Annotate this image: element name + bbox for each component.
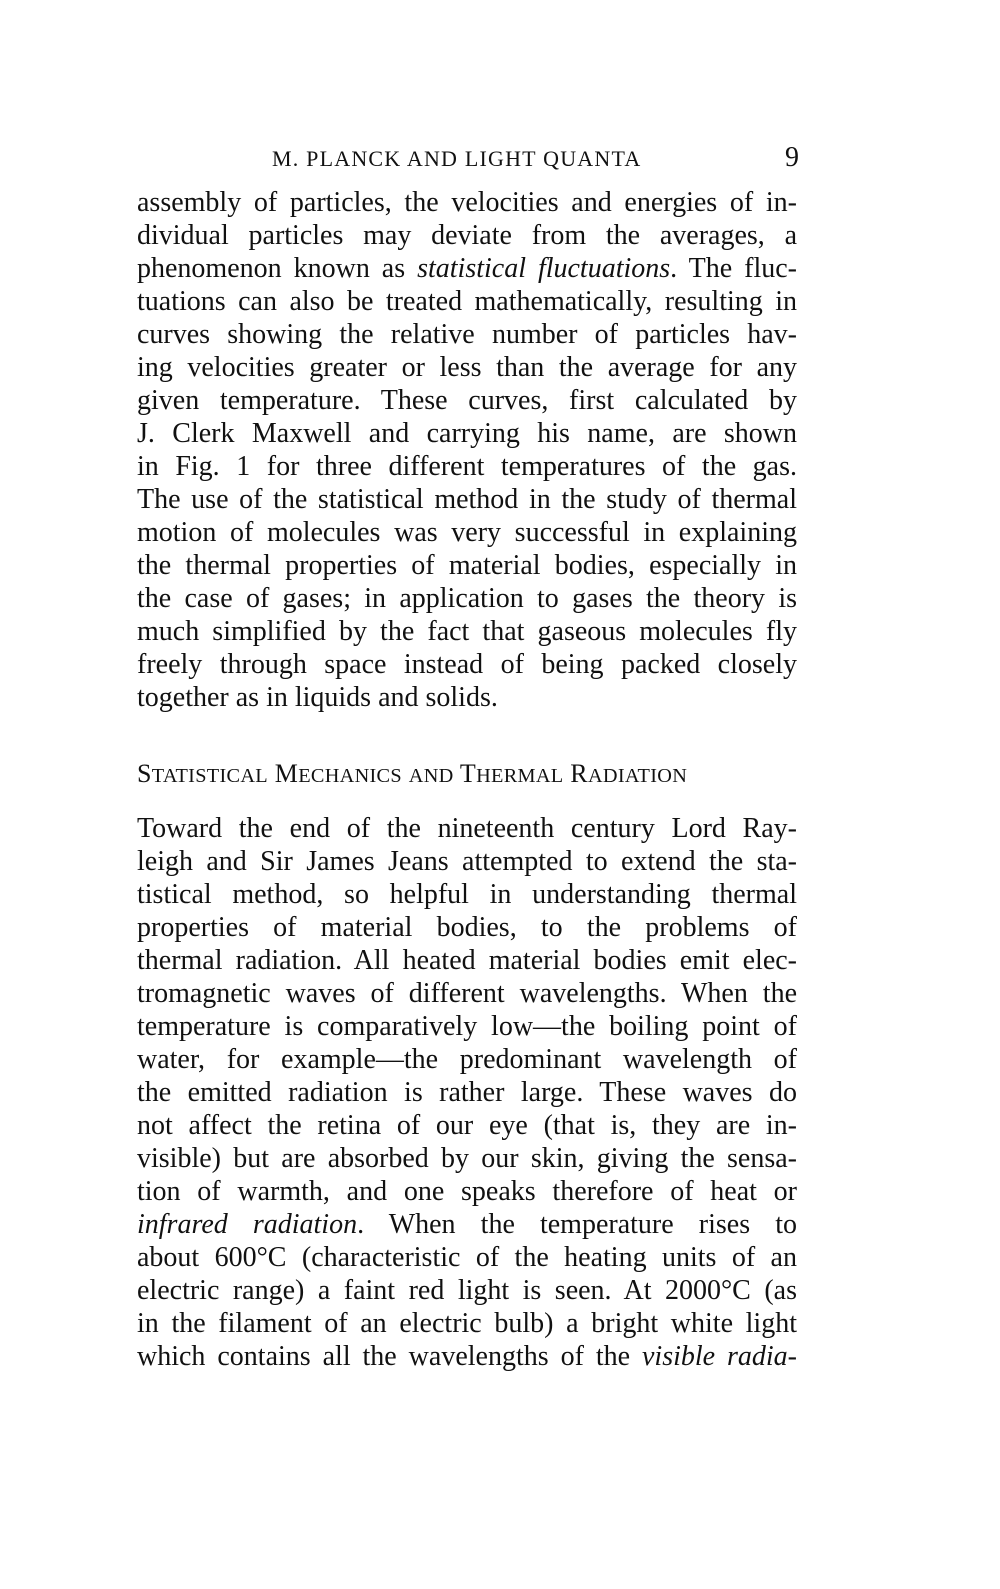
text-line: tistical method, so helpful in understanding thermal bbox=[137, 879, 797, 910]
heading-cap: S bbox=[137, 759, 152, 788]
text-line: temperature is comparatively low—the boiling point of bbox=[137, 1011, 797, 1042]
text-line: much simplified by the fact that gaseous molecules fly bbox=[137, 616, 797, 647]
text-line: about 600°C (characteristic of the heating units of an bbox=[137, 1242, 797, 1273]
text-line: tion of warmth, and one speaks therefore of heat or bbox=[137, 1176, 797, 1207]
text-line: ing velocities greater or less than the average for any bbox=[137, 352, 797, 383]
text-run: . The fluc- bbox=[670, 253, 797, 284]
heading-rest: ADIATION bbox=[587, 765, 688, 787]
text-line: in the filament of an electric bulb) a bright white light bbox=[137, 1308, 797, 1339]
text-line: tromagnetic waves of different wavelengths. When the bbox=[137, 978, 797, 1009]
text-line: the emitted radiation is rather large. These waves do bbox=[137, 1077, 797, 1108]
italic-term: visible radia- bbox=[641, 1341, 798, 1372]
text-line: J. Clerk Maxwell and carrying his name, are shown bbox=[137, 418, 797, 449]
italic-term: infrared radiation bbox=[137, 1209, 358, 1240]
text-line: not affect the retina of our eye (that is, they are in- bbox=[137, 1110, 797, 1141]
text-run: . When the temperature rises to bbox=[357, 1209, 797, 1240]
heading-rest: HERMAL bbox=[476, 765, 564, 787]
text-line: curves showing the relative number of particles hav- bbox=[137, 319, 797, 350]
text-run: which contains all the wavelengths of the bbox=[137, 1341, 642, 1372]
section-heading bbox=[137, 757, 797, 793]
text-line: water, for example—the predominant wavelength of bbox=[137, 1044, 797, 1075]
text-line: dividual particles may deviate from the averages, a bbox=[137, 220, 797, 251]
text-line: electric range) a faint red light is seen. At 2000°C (as bbox=[137, 1275, 797, 1306]
text-line: motion of molecules was very successful in explaining bbox=[137, 517, 797, 548]
italic-term: statistical fluctuations bbox=[417, 253, 671, 284]
text-line: the thermal properties of material bodies, especially in bbox=[137, 550, 797, 581]
text-line: in Fig. 1 for three different temperatures of the gas. bbox=[137, 451, 797, 482]
text-line: together as in liquids and solids. bbox=[137, 682, 498, 713]
heading-rest: AND bbox=[408, 765, 454, 787]
text-line: the case of gases; in application to gases the theory is bbox=[137, 583, 797, 614]
text-line bbox=[137, 1340, 797, 1373]
text-run: phenomenon known as bbox=[137, 253, 418, 284]
text-line: properties of material bodies, to the problems of bbox=[137, 912, 797, 943]
heading-rest: TATISTICAL bbox=[151, 765, 268, 787]
running-head bbox=[137, 142, 799, 176]
page-number: 9 bbox=[785, 142, 799, 173]
text-line: visible) but are absorbed by our skin, giving the sensa- bbox=[137, 1143, 797, 1174]
text-line bbox=[137, 252, 797, 285]
text-line: leigh and Sir James Jeans attempted to extend the sta- bbox=[137, 846, 797, 877]
text-line: given temperature. These curves, first calculated by bbox=[137, 385, 797, 416]
heading-cap: M bbox=[274, 759, 299, 788]
text-line: The use of the statistical method in the study of thermal bbox=[137, 484, 797, 515]
text-line: Toward the end of the nineteenth century Lord Ray- bbox=[137, 813, 797, 844]
running-title: M. PLANCK AND LIGHT QUANTA bbox=[272, 146, 642, 171]
text-line bbox=[137, 1208, 797, 1241]
text-line: tuations can also be treated mathematically, resulting in bbox=[137, 286, 797, 317]
text-line: freely through space instead of being packed closely bbox=[137, 649, 797, 680]
heading-cap: R bbox=[570, 759, 588, 788]
text-line: thermal radiation. All heated material bodies emit elec- bbox=[137, 945, 797, 976]
heading-cap: T bbox=[459, 759, 477, 788]
text-line: assembly of particles, the velocities and energies of in- bbox=[137, 187, 797, 218]
heading-rest: ECHANICS bbox=[298, 765, 402, 787]
